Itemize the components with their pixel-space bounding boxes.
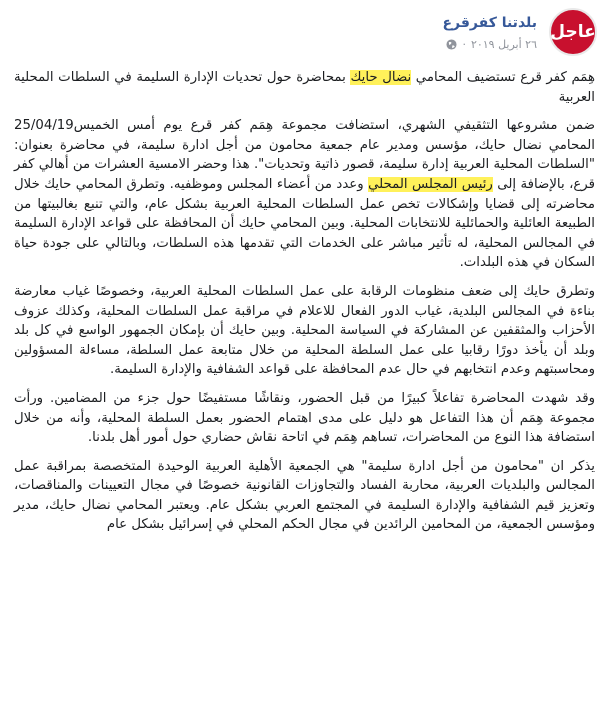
post-body	[14, 68, 595, 544]
page-avatar[interactable]	[549, 8, 597, 56]
avatar-label: عاجل	[550, 22, 596, 42]
page-name-link[interactable]: بلدتنا كفرقرع	[442, 15, 537, 31]
post-meta	[446, 38, 537, 51]
post-header	[10, 8, 597, 64]
post-paragraph-2: وتطرق حايك إلى ضعف منظومات الرقابة على عمل السلطات المحلية العربية، وخصوصًا غياب معارضة بناءة في المجالس البلدية، غياب الدور الفعال للاعلام في مراقبة عمل السلطات المحلية، وكذلك عزوف الأحزاب والمثقفين عن المشاركة في السياسة المحلية. وبين حايك أن بإمكان الجمهور الواسع في كل بلد وبلد أن يأخذ دورًا رقابيا على عمل السلطة المحلية من خلال متابعة عمل السلطة، مساءلة المسؤولين ومحاسبتهم وعدم انتخابهم في حال عدم المحافظة على قواعد الشفافية والإدارة السليمة.	[14, 283, 595, 378]
paragraph-1-start: ضمن مشروعها التثقيفي الشهري، استضافت مجموعة هِمَم كفر قرع يوم أمس الخميس25/04/19 المحامي نضال حايك، مؤسس ومدير عام جمعية محامون من أجل ادارة سليمة، في محاضرة بعنوان: "السلطات المحلية العربية إدارة سليمة، قصور ذاتية وتحديات". هذا وحضر الامسية العشرات من أهالي كفر قرع، بالإضافة إلى	[14, 118, 595, 192]
post-date[interactable]: ٢٦ أبريل ٢٠١٩	[470, 38, 537, 51]
meta-separator: ·	[462, 38, 466, 51]
post-headline	[14, 68, 595, 107]
highlighted-name: نضال حايك	[350, 70, 412, 85]
post-paragraph-4: يذكر ان "محامون من أجل ادارة سليمة" هي الجمعية الأهلية العربية الوحيدة المتخصصة بمراقبة عمل المجالس والبلديات العربية، محاربة الفساد والتجاوزات القانونية خصوصًا في مجال التعيينات والمناقصات، وتعزيز قيم الشفافية والإدارة السليمة في المجتمع العربي بشكل عام. ويعتبر المحامي نضال حايك، مدير ومؤسس الجمعية، من المحامين الرائدين في مجال الحكم المحلي في إسرائيل بشكل عام	[14, 458, 595, 533]
post-paragraph-1	[14, 116, 595, 273]
post-paragraph-3: وقد شهدت المحاضرة تفاعلاً كبيرًا من قبل الحضور، ونقاشًا مستفيضًا حول جزء من المضامين. ورأت مجموعة هِمَم أن هذا التفاعل هو دليل على مدى اهتمام الحضور بعمل السلطة المحلية، وأنه من خلال استضافة هذا النوع من المحاضرات، تساهم هِمَم في اتاحة نقاش حضاري حول أمور أهل بلدنا.	[14, 390, 595, 446]
headline-text-end: بمحاضرة حول تحديات الإدارة السليمة في السلطات المحلية العربية	[14, 70, 595, 105]
globe-icon[interactable]	[446, 39, 457, 50]
headline-text-start: هِمَم كفر قرع تستضيف المحامي	[411, 70, 595, 85]
paragraph-1-end: وعدد من أعضاء المجلس وموظفيه. وتطرق المحامي حايك خلال محاضرته إلى قضايا وإشكالات تخص عمل السلطات المحلية العربية بشكل عام، والتي تنبع بغالبيتها من الطبيعة العائلية والحمائلية للانتخابات المحلية. وبين المحامي حايك أن المحافظة على قواعد الإدارة السليمة في المجالس المحلية، له تأثير مباشر على الخدمات التي تقدمها هذه السلطات، وبالتالي على جودة حياة السكان في هذه البلدات.	[14, 176, 595, 271]
highlighted-council-head: رئيس المجلس المحلي	[368, 176, 493, 192]
